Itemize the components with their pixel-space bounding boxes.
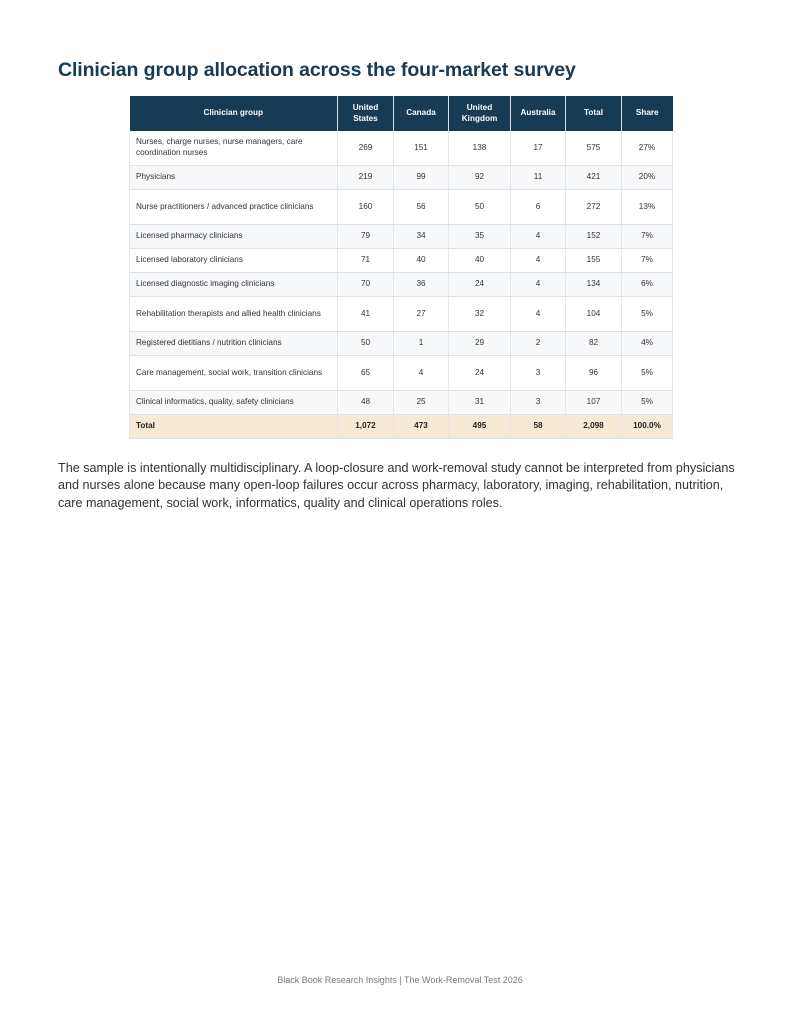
cell-total: 134 (566, 273, 622, 297)
header-canada: Canada (394, 96, 449, 131)
cell-uk: 24 (449, 356, 511, 391)
page-title: Clinician group allocation across the four-market survey (58, 59, 576, 81)
table-row (130, 297, 673, 332)
cell-share: 20% (622, 166, 673, 190)
cell-total: 96 (566, 356, 622, 391)
cell-canada: 36 (394, 273, 449, 297)
cell-share: 7% (622, 225, 673, 249)
cell-group: Clinical informatics, quality, safety clinicians (130, 391, 338, 415)
cell-uk: 50 (449, 190, 511, 225)
header-australia: Australia (511, 96, 566, 131)
total-us: 1,072 (338, 415, 394, 439)
table-row (130, 356, 673, 391)
cell-australia: 2 (511, 332, 566, 356)
cell-australia: 4 (511, 225, 566, 249)
cell-group: Licensed pharmacy clinicians (130, 225, 338, 249)
cell-total: 104 (566, 297, 622, 332)
cell-group: Care management, social work, transition clinicians (130, 356, 338, 391)
cell-us: 48 (338, 391, 394, 415)
cell-us: 50 (338, 332, 394, 356)
body-paragraph: The sample is intentionally multidisciplinary. A loop-closure and work-removal study cannot be interpreted from physicians and nurses alone because many open-loop failures occur across pharmacy, laboratory, imaging, rehabilitation, nutrition, care management, social work, informatics, quality and clinical operations roles. (58, 461, 735, 510)
total-uk: 495 (449, 415, 511, 439)
table-row (130, 166, 673, 190)
cell-share: 13% (622, 190, 673, 225)
table-total-row (130, 415, 673, 439)
cell-total: 272 (566, 190, 622, 225)
cell-canada: 25 (394, 391, 449, 415)
cell-total: 155 (566, 249, 622, 273)
cell-australia: 17 (511, 131, 566, 166)
cell-australia: 11 (511, 166, 566, 190)
table-row (130, 332, 673, 356)
cell-canada: 4 (394, 356, 449, 391)
cell-total: 107 (566, 391, 622, 415)
header-united-states: United States (338, 96, 394, 131)
cell-share: 4% (622, 332, 673, 356)
cell-uk: 92 (449, 166, 511, 190)
allocation-table-container (129, 96, 672, 439)
cell-uk: 31 (449, 391, 511, 415)
cell-uk: 40 (449, 249, 511, 273)
cell-share: 6% (622, 273, 673, 297)
cell-group: Nurse practitioners / advanced practice clinicians (130, 190, 338, 225)
cell-uk: 35 (449, 225, 511, 249)
total-share: 100.0% (622, 415, 673, 439)
table-header-row (130, 96, 673, 131)
cell-group: Rehabilitation therapists and allied health clinicians (130, 297, 338, 332)
cell-canada: 27 (394, 297, 449, 332)
cell-canada: 151 (394, 131, 449, 166)
cell-us: 70 (338, 273, 394, 297)
table-row (130, 249, 673, 273)
table-row (130, 391, 673, 415)
cell-group: Licensed laboratory clinicians (130, 249, 338, 273)
cell-canada: 34 (394, 225, 449, 249)
cell-us: 41 (338, 297, 394, 332)
total-australia: 58 (511, 415, 566, 439)
cell-us: 269 (338, 131, 394, 166)
header-clinician-group: Clinician group (130, 96, 338, 131)
allocation-table (129, 96, 673, 439)
cell-share: 5% (622, 356, 673, 391)
cell-share: 27% (622, 131, 673, 166)
cell-uk: 32 (449, 297, 511, 332)
cell-us: 160 (338, 190, 394, 225)
cell-us: 71 (338, 249, 394, 273)
cell-canada: 99 (394, 166, 449, 190)
cell-uk: 138 (449, 131, 511, 166)
cell-share: 7% (622, 249, 673, 273)
cell-us: 65 (338, 356, 394, 391)
cell-australia: 4 (511, 297, 566, 332)
cell-uk: 29 (449, 332, 511, 356)
cell-total: 575 (566, 131, 622, 166)
cell-group: Nurses, charge nurses, nurse managers, care coordination nurses (130, 131, 338, 166)
cell-australia: 3 (511, 356, 566, 391)
cell-canada: 1 (394, 332, 449, 356)
table-row (130, 225, 673, 249)
cell-canada: 56 (394, 190, 449, 225)
page-footer: Black Book Research Insights | The Work-Removal Test 2026 (277, 975, 523, 985)
table-row (130, 273, 673, 297)
cell-australia: 4 (511, 249, 566, 273)
header-total: Total (566, 96, 622, 131)
total-label: Total (130, 415, 338, 439)
cell-group: Physicians (130, 166, 338, 190)
cell-us: 79 (338, 225, 394, 249)
cell-share: 5% (622, 391, 673, 415)
cell-canada: 40 (394, 249, 449, 273)
cell-australia: 3 (511, 391, 566, 415)
cell-group: Licensed diagnostic imaging clinicians (130, 273, 338, 297)
cell-us: 219 (338, 166, 394, 190)
header-united-kingdom: United Kingdom (449, 96, 511, 131)
total-canada: 473 (394, 415, 449, 439)
cell-australia: 6 (511, 190, 566, 225)
table-row (130, 190, 673, 225)
cell-total: 152 (566, 225, 622, 249)
total-total: 2,098 (566, 415, 622, 439)
cell-total: 421 (566, 166, 622, 190)
table-row (130, 131, 673, 166)
cell-share: 5% (622, 297, 673, 332)
cell-total: 82 (566, 332, 622, 356)
cell-group: Registered dietitians / nutrition clinicians (130, 332, 338, 356)
cell-australia: 4 (511, 273, 566, 297)
cell-uk: 24 (449, 273, 511, 297)
header-share: Share (622, 96, 673, 131)
